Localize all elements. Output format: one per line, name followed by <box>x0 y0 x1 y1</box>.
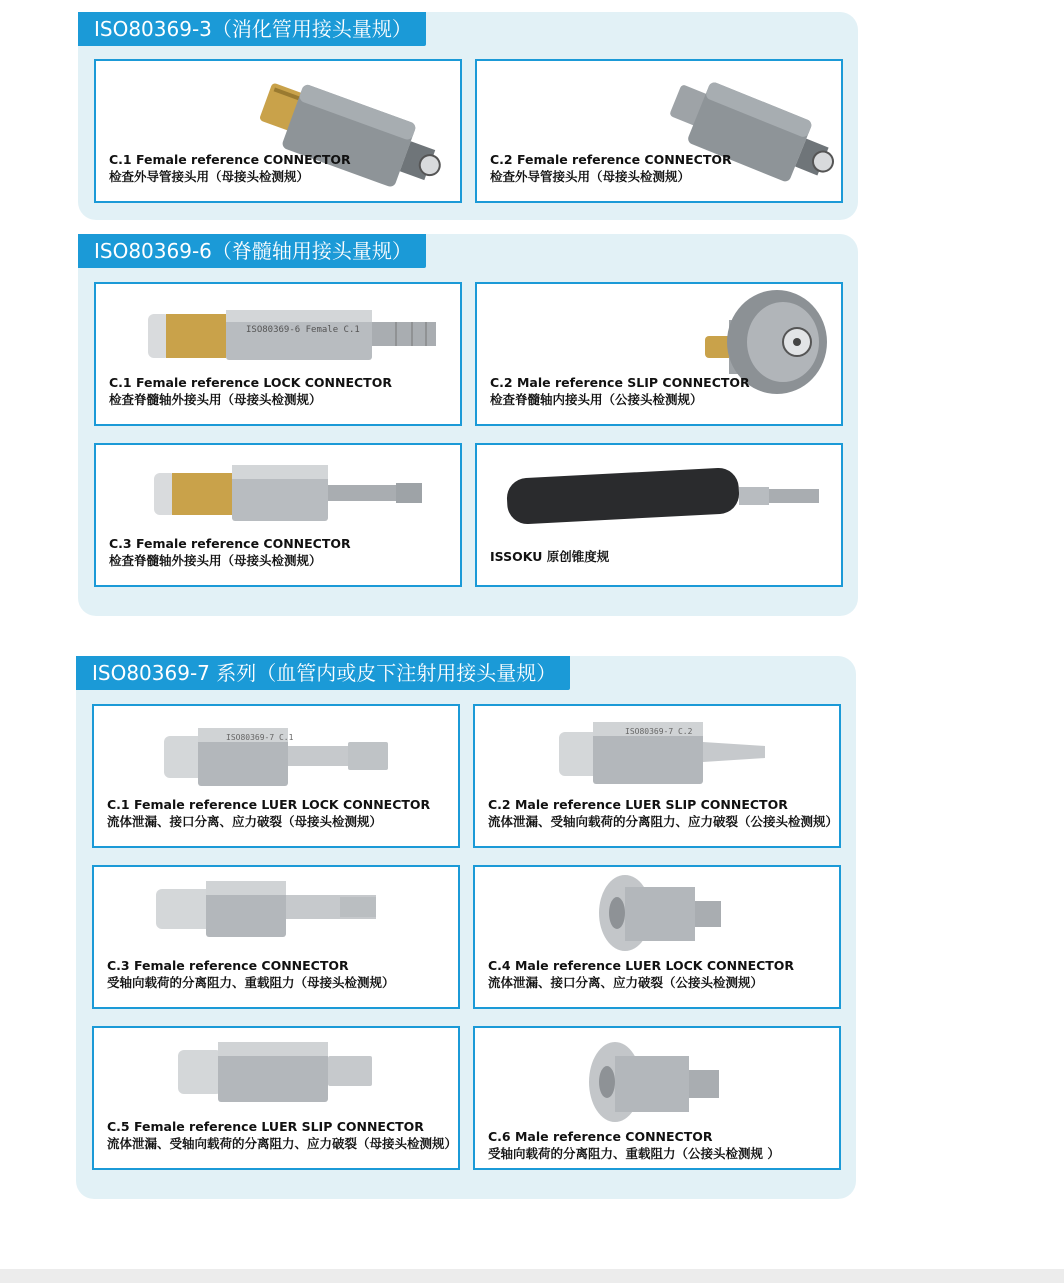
section-title: ISO80369-7 系列（血管内或皮下注射用接头量规） <box>76 656 570 690</box>
card-name: C.2 Male reference SLIP CONNECTOR <box>490 375 750 390</box>
card-desc: 检查外导管接头用（母接头检测规） <box>490 169 691 184</box>
engraving-text: ISO80369-7 C.1 <box>226 733 294 742</box>
card-name: C.3 Female reference CONNECTOR <box>107 958 349 973</box>
card-name: C.3 Female reference CONNECTOR <box>109 536 351 551</box>
card-desc: 检查脊髓轴外接头用（母接头检测规） <box>109 553 322 568</box>
card-desc: 受轴向载荷的分离阻力、重载阻力（母接头检测规） <box>107 975 395 990</box>
product-card[interactable] <box>473 865 841 1009</box>
card-name: C.1 Female reference CONNECTOR <box>109 152 351 167</box>
product-card[interactable] <box>92 704 460 848</box>
product-card[interactable] <box>94 282 462 426</box>
section-title: ISO80369-6（脊髓轴用接头量规） <box>78 234 426 268</box>
product-card[interactable] <box>473 704 841 848</box>
footer-bar <box>0 1269 1064 1283</box>
card-name: C.6 Male reference CONNECTOR <box>488 1129 713 1144</box>
card-caption <box>107 1118 457 1152</box>
section-iso80369-3 <box>78 12 858 220</box>
section-title: ISO80369-3（消化管用接头量规） <box>78 12 426 46</box>
product-card[interactable] <box>94 59 462 203</box>
card-desc: 流体泄漏、接口分离、应力破裂（公接头检测规） <box>488 975 764 990</box>
product-card[interactable] <box>475 282 843 426</box>
card-caption <box>490 374 750 408</box>
engraving-text: ISO80369-7 C.2 <box>625 727 693 736</box>
product-card[interactable] <box>92 1026 460 1170</box>
card-caption <box>109 374 392 408</box>
card-desc: 受轴向载荷的分离阻力、重载阻力（公接头检测规 ） <box>488 1146 780 1161</box>
card-name: C.2 Female reference CONNECTOR <box>490 152 732 167</box>
card-name: C.4 Male reference LUER LOCK CONNECTOR <box>488 958 795 973</box>
gauge-image <box>477 445 843 587</box>
card-desc: 检查脊髓轴外接头用（母接头检测规） <box>109 392 322 407</box>
card-caption <box>109 535 351 569</box>
card-caption <box>490 548 609 565</box>
product-card[interactable] <box>475 443 843 587</box>
section-iso80369-7 <box>76 656 856 1199</box>
card-desc: 检查脊髓轴内接头用（公接头检测规） <box>490 392 703 407</box>
card-name: C.1 Female reference LUER LOCK CONNECTOR <box>107 797 431 812</box>
product-card[interactable] <box>473 1026 841 1170</box>
card-desc: 流体泄漏、受轴向载荷的分离阻力、应力破裂（母接头检测规） <box>107 1136 458 1151</box>
card-caption <box>490 151 732 185</box>
card-name: C.5 Female reference LUER SLIP CONNECTOR <box>107 1119 424 1134</box>
card-desc: 流体泄漏、受轴向载荷的分离阻力、应力破裂（公接头检测规） <box>488 814 839 829</box>
card-caption <box>488 957 794 991</box>
card-caption <box>488 796 838 830</box>
engraving-text: ISO80369-6 Female C.1 <box>246 325 360 335</box>
card-caption <box>107 957 395 991</box>
card-name: C.1 Female reference LOCK CONNECTOR <box>109 375 392 390</box>
card-caption <box>109 151 351 185</box>
card-desc: 流体泄漏、接口分离、应力破裂（母接头检测规） <box>107 814 383 829</box>
card-caption <box>107 796 430 830</box>
card-name: C.2 Male reference LUER SLIP CONNECTOR <box>488 797 788 812</box>
product-card[interactable] <box>475 59 843 203</box>
card-caption <box>488 1128 780 1162</box>
section-iso80369-6 <box>78 234 858 616</box>
product-card[interactable] <box>92 865 460 1009</box>
card-desc: 检查外导管接头用（母接头检测规） <box>109 169 310 184</box>
product-card[interactable] <box>94 443 462 587</box>
card-name: ISSOKU 原创锥度规 <box>490 549 610 564</box>
